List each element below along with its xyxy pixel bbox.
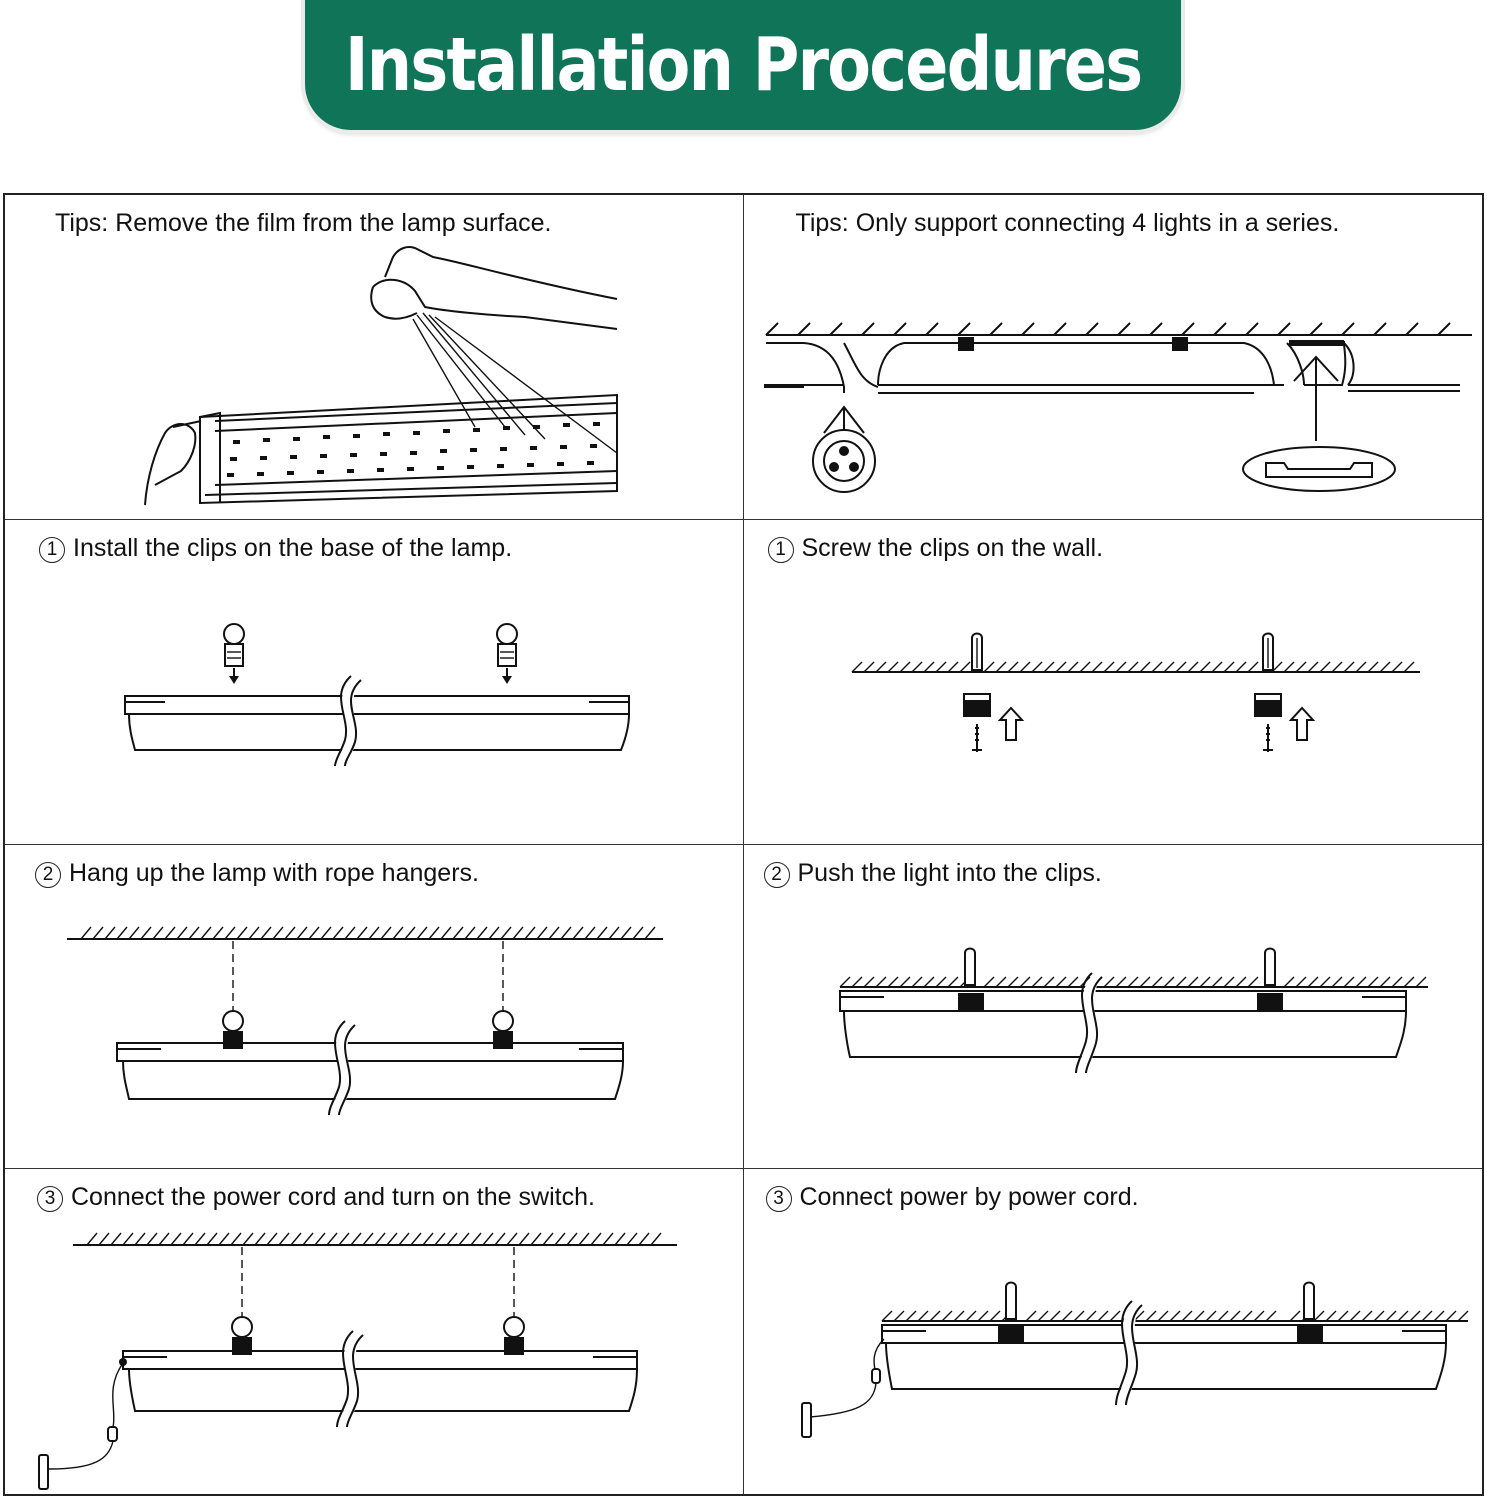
tips-film-cell bbox=[5, 195, 744, 520]
rope-hang-illustration bbox=[5, 845, 744, 1170]
step-number: 1 bbox=[768, 537, 794, 563]
clip-icon bbox=[504, 1317, 524, 1355]
page-title: Installation Procedures bbox=[344, 22, 1142, 108]
film-removal-illustration bbox=[5, 195, 744, 520]
connector-plug-icon bbox=[813, 430, 875, 492]
step-text: Screw the clips on the wall. bbox=[801, 533, 1104, 562]
step-number: 2 bbox=[35, 862, 61, 888]
step-text: Hang up the lamp with rope hangers. bbox=[69, 858, 479, 887]
lamp-icon bbox=[840, 991, 1406, 1057]
step-number: 2 bbox=[764, 862, 790, 888]
instruction-grid bbox=[3, 193, 1484, 1496]
series-connection-illustration bbox=[744, 195, 1483, 520]
left-hand-icon bbox=[145, 421, 201, 505]
clip-block-icon bbox=[1255, 694, 1281, 752]
wall-anchor-icon bbox=[965, 948, 975, 985]
lamp-icon bbox=[125, 696, 629, 750]
clip-block-icon bbox=[998, 1325, 1024, 1343]
step-number: 1 bbox=[39, 537, 65, 563]
clip-block-icon bbox=[958, 993, 984, 1011]
push-light-illustration bbox=[744, 845, 1483, 1170]
step-text: Connect power by power cord. bbox=[799, 1183, 1139, 1212]
clip-icon bbox=[232, 1317, 252, 1355]
power-cord bbox=[113, 1363, 123, 1427]
wall-anchor-icon bbox=[1263, 633, 1273, 670]
clip-block-icon bbox=[1257, 993, 1283, 1011]
led-dots-icon bbox=[227, 422, 600, 477]
step-number: 3 bbox=[37, 1186, 63, 1212]
power-cord-illustration bbox=[744, 1169, 1483, 1494]
clip-icon bbox=[224, 624, 244, 684]
right-step1-cell bbox=[744, 520, 1483, 845]
tips-text: Remove the film from the lamp surface. bbox=[115, 209, 552, 237]
power-plug-icon bbox=[802, 1403, 811, 1437]
step-text: Connect the power cord and turn on the switch. bbox=[71, 1183, 595, 1212]
wall-anchor-icon bbox=[972, 633, 982, 670]
right-hand-icon bbox=[371, 247, 617, 329]
power-plug-icon bbox=[39, 1455, 48, 1489]
title-banner bbox=[305, 0, 1181, 130]
lamp-icon bbox=[882, 1325, 1446, 1389]
wall-anchor-icon bbox=[1304, 1283, 1314, 1320]
tips-series-cell bbox=[744, 195, 1483, 520]
wall-anchor-icon bbox=[1006, 1283, 1016, 1320]
wall-anchor-icon bbox=[1265, 948, 1275, 985]
lamp-icon bbox=[123, 1351, 637, 1411]
clip-icon bbox=[497, 624, 517, 684]
arrow-up-icon bbox=[1000, 708, 1022, 740]
clip-block-icon bbox=[1297, 1325, 1323, 1343]
lamp-icon bbox=[117, 1043, 623, 1099]
left-step3-cell bbox=[5, 1169, 744, 1494]
arrow-up-icon bbox=[1291, 708, 1313, 740]
screw-clips-illustration bbox=[744, 520, 1483, 845]
tips-label: Tips: bbox=[795, 209, 849, 237]
tips-text: Only support connecting 4 lights in a series. bbox=[855, 209, 1340, 237]
left-step2-cell bbox=[5, 845, 744, 1170]
step-number: 3 bbox=[766, 1186, 792, 1212]
right-step2-cell bbox=[744, 845, 1483, 1170]
step-text: Install the clips on the base of the lamp. bbox=[73, 533, 513, 562]
right-step3-cell bbox=[744, 1169, 1483, 1494]
ceiling-hatch-icon bbox=[766, 323, 1450, 335]
step-text: Push the light into the clips. bbox=[797, 858, 1102, 887]
left-step1-cell bbox=[5, 520, 744, 845]
tips-label: Tips: bbox=[55, 209, 109, 237]
inline-switch-icon bbox=[108, 1427, 117, 1441]
clip-install-illustration bbox=[5, 520, 744, 845]
inline-switch-icon bbox=[872, 1369, 880, 1383]
clip-block-icon bbox=[964, 694, 990, 752]
power-switch-illustration bbox=[5, 1169, 744, 1494]
